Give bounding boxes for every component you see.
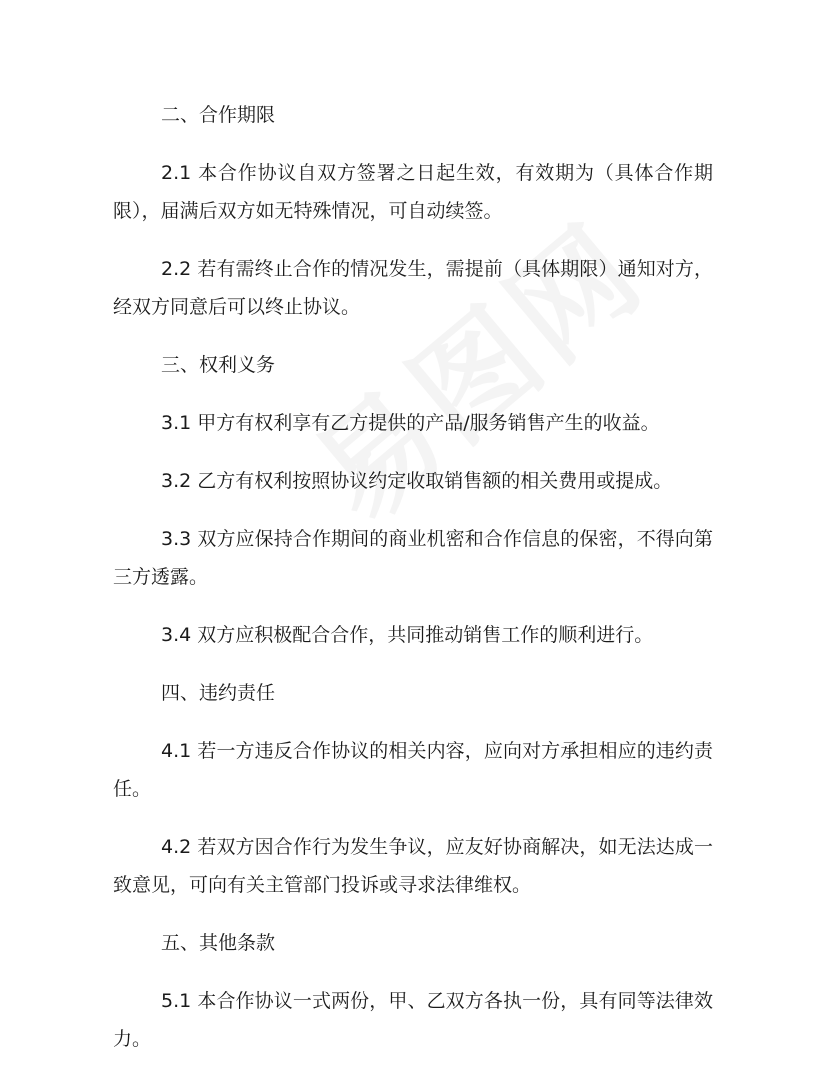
section-heading: 二、合作期限 (161, 104, 276, 126)
section-heading: 四、违约责任 (161, 682, 276, 704)
document-body (113, 96, 713, 1058)
section-heading: 三、权利义务 (161, 354, 276, 376)
clause-paragraph: 2.2 若有需终止合作的情况发生，需提前（具体期限）通知对方，经双方同意后可以终止协议。 (113, 258, 713, 318)
section-heading: 五、其他条款 (161, 932, 276, 954)
clause-paragraph: 4.1 若一方违反合作协议的相关内容，应向对方承担相应的违约责任。 (113, 740, 713, 800)
clause-paragraph: 4.2 若双方因合作行为发生争议，应友好协商解决，如无法达成一致意见，可向有关主管部门投诉或寻求法律维权。 (113, 836, 713, 896)
clause-paragraph: 5.1 本合作协议一式两份，甲、乙双方各执一份，具有同等法律效力。 (113, 990, 713, 1050)
clause-paragraph: 3.1 甲方有权利享有乙方提供的产品/服务销售产生的收益。 (161, 412, 660, 434)
clause-paragraph: 3.2 乙方有权利按照协议约定收取销售额的相关费用或提成。 (161, 470, 673, 492)
clause-paragraph: 3.4 双方应积极配合合作，共同推动销售工作的顺利进行。 (161, 624, 654, 646)
clause-paragraph: 2.1 本合作协议自双方签署之日起生效，有效期为（具体合作期限），届满后双方如无特殊情况，可自动续签。 (113, 162, 713, 222)
clause-paragraph: 3.3 双方应保持合作期间的商业机密和合作信息的保密，不得向第三方透露。 (113, 528, 713, 588)
